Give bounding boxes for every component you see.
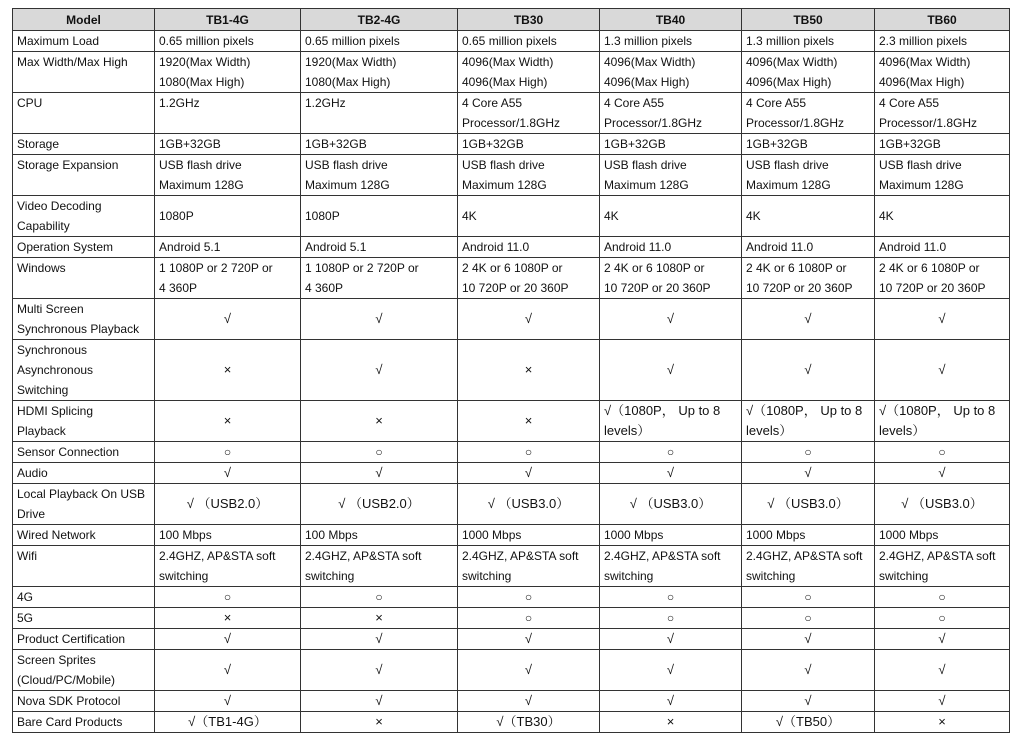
header-model: Model: [13, 9, 155, 31]
table-cell: 4096(Max Width) 4096(Max High): [600, 52, 742, 93]
check-mark-icon: √: [804, 311, 812, 326]
check-mark-icon: √: [938, 693, 946, 708]
table-cell: [600, 463, 742, 484]
table-cell: [155, 691, 301, 712]
check-mark-icon: √: [524, 465, 533, 480]
table-cell: [301, 340, 458, 401]
table-cell: √（1080P， Up to 8 levels）: [875, 401, 1010, 442]
table-row: [13, 258, 1010, 299]
table-row: [13, 608, 1010, 629]
table-row: [13, 691, 1010, 712]
circle-mark-icon: ○: [666, 445, 675, 459]
table-row: [13, 93, 1010, 134]
table-cell: [301, 712, 458, 733]
table-cell: [875, 712, 1010, 733]
row-label: 5G: [13, 608, 155, 629]
table-cell: 1GB+32GB: [742, 134, 875, 155]
table-cell: 1 1080P or 2 720P or 4 360P: [301, 258, 458, 299]
row-label: Wired Network: [13, 525, 155, 546]
header-tb2-4g: TB2-4G: [301, 9, 458, 31]
header-tb40: TB40: [600, 9, 742, 31]
table-cell: 1GB+32GB: [458, 134, 600, 155]
table-cell: 1080P: [301, 196, 458, 237]
check-mark-icon: √: [223, 693, 232, 708]
table-cell: [301, 299, 458, 340]
cross-mark-icon: ×: [524, 413, 533, 428]
row-label: Wifi: [13, 546, 155, 587]
table-cell: Android 5.1: [301, 237, 458, 258]
row-label: Synchronous Asynchronous Switching: [13, 340, 155, 401]
table-cell: √（TB30）: [458, 712, 600, 733]
table-cell: [155, 650, 301, 691]
table-cell: [458, 442, 600, 463]
table-cell: 1.3 million pixels: [600, 31, 742, 52]
check-mark-icon: √: [524, 662, 533, 677]
table-cell: Android 11.0: [458, 237, 600, 258]
check-mark-icon: √: [804, 631, 812, 646]
table-cell: USB flash drive Maximum 128G: [155, 155, 301, 196]
table-cell: 4096(Max Width) 4096(Max High): [875, 52, 1010, 93]
table-cell: [875, 629, 1010, 650]
row-label: Nova SDK Protocol: [13, 691, 155, 712]
table-cell: [742, 691, 875, 712]
table-cell: [458, 587, 600, 608]
table-cell: [600, 587, 742, 608]
check-mark-icon: √: [223, 662, 232, 677]
row-label: Product Certification: [13, 629, 155, 650]
table-cell: [458, 463, 600, 484]
table-cell: 4 Core A55 Processor/1.8GHz: [458, 93, 600, 134]
cross-mark-icon: ×: [666, 714, 675, 729]
row-label: Windows: [13, 258, 155, 299]
table-cell: [600, 650, 742, 691]
table-cell: [458, 608, 600, 629]
table-cell: 2 4K or 6 1080P or 10 720P or 20 360P: [742, 258, 875, 299]
circle-mark-icon: ○: [375, 445, 383, 459]
table-cell: 0.65 million pixels: [458, 31, 600, 52]
table-cell: [742, 463, 875, 484]
table-cell: 1GB+32GB: [875, 134, 1010, 155]
table-cell: [301, 629, 458, 650]
row-label: Storage: [13, 134, 155, 155]
circle-mark-icon: ○: [223, 590, 232, 604]
table-cell: √ （USB2.0）: [301, 484, 458, 525]
table-cell: 4K: [742, 196, 875, 237]
header-tb30: TB30: [458, 9, 600, 31]
table-cell: USB flash drive Maximum 128G: [301, 155, 458, 196]
table-cell: 4096(Max Width) 4096(Max High): [742, 52, 875, 93]
table-cell: 1GB+32GB: [600, 134, 742, 155]
table-cell: √（TB50）: [742, 712, 875, 733]
check-mark-icon: √: [938, 311, 946, 326]
table-cell: 0.65 million pixels: [301, 31, 458, 52]
cross-mark-icon: ×: [375, 610, 383, 625]
table-cell: 2.4GHZ, AP&STA soft switching: [301, 546, 458, 587]
table-cell: 1GB+32GB: [301, 134, 458, 155]
table-cell: [600, 691, 742, 712]
table-cell: 4 Core A55 Processor/1.8GHz: [875, 93, 1010, 134]
check-mark-icon: √: [375, 662, 383, 677]
check-mark-icon: √: [938, 631, 946, 646]
table-row: [13, 340, 1010, 401]
table-cell: √（TB1-4G）: [155, 712, 301, 733]
check-mark-icon: √: [223, 311, 232, 326]
row-label: Storage Expansion: [13, 155, 155, 196]
table-cell: 2 4K or 6 1080P or 10 720P or 20 360P: [600, 258, 742, 299]
cross-mark-icon: ×: [938, 714, 946, 729]
circle-mark-icon: ○: [524, 611, 533, 625]
table-cell: 100 Mbps: [301, 525, 458, 546]
table-cell: 1920(Max Width) 1080(Max High): [301, 52, 458, 93]
table-cell: √ （USB3.0）: [458, 484, 600, 525]
table-cell: [600, 712, 742, 733]
table-cell: [742, 340, 875, 401]
table-cell: 4096(Max Width) 4096(Max High): [458, 52, 600, 93]
table-cell: 2.4GHZ, AP&STA soft switching: [458, 546, 600, 587]
table-cell: [458, 299, 600, 340]
table-cell: [155, 340, 301, 401]
table-cell: [155, 299, 301, 340]
table-row: [13, 712, 1010, 733]
table-cell: [875, 608, 1010, 629]
table-cell: Android 5.1: [155, 237, 301, 258]
table-cell: [742, 608, 875, 629]
circle-mark-icon: ○: [804, 590, 812, 604]
table-cell: [875, 442, 1010, 463]
table-row: [13, 587, 1010, 608]
header-tb50: TB50: [742, 9, 875, 31]
table-cell: [155, 587, 301, 608]
cross-mark-icon: ×: [375, 714, 383, 729]
check-mark-icon: √: [938, 662, 946, 677]
row-label: Operation System: [13, 237, 155, 258]
table-cell: 1000 Mbps: [458, 525, 600, 546]
table-row: [13, 196, 1010, 237]
table-cell: √ （USB2.0）: [155, 484, 301, 525]
circle-mark-icon: ○: [524, 590, 533, 604]
table-row: [13, 31, 1010, 52]
table-cell: 1920(Max Width) 1080(Max High): [155, 52, 301, 93]
table-cell: 2.3 million pixels: [875, 31, 1010, 52]
cross-mark-icon: ×: [524, 362, 533, 377]
table-cell: 4K: [458, 196, 600, 237]
table-cell: [301, 608, 458, 629]
table-cell: [301, 401, 458, 442]
circle-mark-icon: ○: [804, 611, 812, 625]
table-cell: √（1080P， Up to 8 levels）: [600, 401, 742, 442]
table-cell: [600, 608, 742, 629]
check-mark-icon: √: [804, 362, 812, 377]
table-cell: [600, 340, 742, 401]
table-cell: [875, 691, 1010, 712]
table-cell: 2 4K or 6 1080P or 10 720P or 20 360P: [458, 258, 600, 299]
table-cell: 100 Mbps: [155, 525, 301, 546]
header-tb1-4g: TB1-4G: [155, 9, 301, 31]
table-cell: 1.3 million pixels: [742, 31, 875, 52]
circle-mark-icon: ○: [666, 590, 675, 604]
row-label: Sensor Connection: [13, 442, 155, 463]
table-cell: [742, 442, 875, 463]
check-mark-icon: √: [223, 465, 232, 480]
check-mark-icon: √: [804, 465, 812, 480]
circle-mark-icon: ○: [938, 611, 946, 625]
table-cell: USB flash drive Maximum 128G: [742, 155, 875, 196]
table-cell: [875, 650, 1010, 691]
table-cell: [875, 463, 1010, 484]
table-cell: [742, 650, 875, 691]
table-cell: USB flash drive Maximum 128G: [600, 155, 742, 196]
check-mark-icon: √: [666, 693, 675, 708]
table-cell: Android 11.0: [600, 237, 742, 258]
table-cell: 1000 Mbps: [742, 525, 875, 546]
table-row: [13, 546, 1010, 587]
table-cell: [301, 650, 458, 691]
table-cell: 4 Core A55 Processor/1.8GHz: [600, 93, 742, 134]
table-row: [13, 52, 1010, 93]
table-cell: USB flash drive Maximum 128G: [875, 155, 1010, 196]
table-cell: Android 11.0: [742, 237, 875, 258]
circle-mark-icon: ○: [938, 445, 946, 459]
table-cell: [155, 463, 301, 484]
table-cell: [301, 463, 458, 484]
table-cell: 1000 Mbps: [600, 525, 742, 546]
row-label: Video Decoding Capability: [13, 196, 155, 237]
row-label: Multi Screen Synchronous Playback: [13, 299, 155, 340]
table-cell: [155, 401, 301, 442]
table-cell: √ （USB3.0）: [742, 484, 875, 525]
circle-mark-icon: ○: [666, 611, 675, 625]
check-mark-icon: √: [524, 631, 533, 646]
table-cell: [458, 401, 600, 442]
table-cell: 1 1080P or 2 720P or 4 360P: [155, 258, 301, 299]
row-label: 4G: [13, 587, 155, 608]
check-mark-icon: √: [804, 693, 812, 708]
check-mark-icon: √: [375, 693, 383, 708]
table-cell: 4K: [600, 196, 742, 237]
table-row: [13, 650, 1010, 691]
table-cell: [742, 299, 875, 340]
table-cell: [600, 442, 742, 463]
table-row: [13, 442, 1010, 463]
table-cell: Android 11.0: [875, 237, 1010, 258]
table-cell: [458, 691, 600, 712]
check-mark-icon: √: [666, 631, 675, 646]
circle-mark-icon: ○: [375, 590, 383, 604]
table-cell: 1000 Mbps: [875, 525, 1010, 546]
row-label: Local Playback On USB Drive: [13, 484, 155, 525]
table-cell: √ （USB3.0）: [600, 484, 742, 525]
table-cell: 4 Core A55 Processor/1.8GHz: [742, 93, 875, 134]
row-label: Screen Sprites (Cloud/PC/Mobile): [13, 650, 155, 691]
table-cell: 2.4GHZ, AP&STA soft switching: [600, 546, 742, 587]
table-cell: [742, 587, 875, 608]
check-mark-icon: √: [938, 465, 946, 480]
table-cell: 1.2GHz: [155, 93, 301, 134]
circle-mark-icon: ○: [938, 590, 946, 604]
table-cell: [155, 608, 301, 629]
check-mark-icon: √: [375, 631, 383, 646]
table-cell: 2.4GHZ, AP&STA soft switching: [155, 546, 301, 587]
table-cell: √（1080P， Up to 8 levels）: [742, 401, 875, 442]
table-row: [13, 629, 1010, 650]
table-cell: 1.2GHz: [301, 93, 458, 134]
table-cell: [155, 442, 301, 463]
check-mark-icon: √: [524, 311, 533, 326]
table-cell: 2.4GHZ, AP&STA soft switching: [742, 546, 875, 587]
check-mark-icon: √: [524, 693, 533, 708]
table-row: [13, 484, 1010, 525]
row-label: Maximum Load: [13, 31, 155, 52]
check-mark-icon: √: [666, 465, 675, 480]
table-cell: 4K: [875, 196, 1010, 237]
table-body: [13, 31, 1010, 733]
check-mark-icon: √: [804, 662, 812, 677]
table-cell: [875, 299, 1010, 340]
check-mark-icon: √: [375, 311, 383, 326]
table-cell: [875, 587, 1010, 608]
check-mark-icon: √: [938, 362, 946, 377]
table-row: [13, 299, 1010, 340]
table-row: [13, 155, 1010, 196]
row-label: CPU: [13, 93, 155, 134]
table-cell: USB flash drive Maximum 128G: [458, 155, 600, 196]
table-row: [13, 134, 1010, 155]
row-label: HDMI Splicing Playback: [13, 401, 155, 442]
table-cell: 1080P: [155, 196, 301, 237]
circle-mark-icon: ○: [804, 445, 812, 459]
cross-mark-icon: ×: [375, 413, 383, 428]
cross-mark-icon: ×: [223, 362, 232, 377]
check-mark-icon: √: [223, 631, 232, 646]
check-mark-icon: √: [375, 465, 383, 480]
check-mark-icon: √: [375, 362, 383, 377]
table-cell: [600, 299, 742, 340]
header-tb60: TB60: [875, 9, 1010, 31]
table-cell: [301, 587, 458, 608]
row-label: Max Width/Max High: [13, 52, 155, 93]
table-cell: [600, 629, 742, 650]
table-cell: 2 4K or 6 1080P or 10 720P or 20 360P: [875, 258, 1010, 299]
circle-mark-icon: ○: [223, 445, 232, 459]
table-cell: [155, 629, 301, 650]
spec-comparison-table: [12, 8, 1010, 733]
table-row: [13, 237, 1010, 258]
table-cell: [301, 691, 458, 712]
table-row: [13, 463, 1010, 484]
check-mark-icon: √: [666, 362, 675, 377]
table-cell: 2.4GHZ, AP&STA soft switching: [875, 546, 1010, 587]
table-cell: 0.65 million pixels: [155, 31, 301, 52]
cross-mark-icon: ×: [223, 610, 232, 625]
table-cell: [458, 629, 600, 650]
check-mark-icon: √: [666, 662, 675, 677]
table-cell: [875, 340, 1010, 401]
header-row: [13, 9, 1010, 31]
table-cell: 1GB+32GB: [155, 134, 301, 155]
table-cell: [301, 442, 458, 463]
table-cell: [742, 629, 875, 650]
table-cell: [458, 650, 600, 691]
row-label: Bare Card Products: [13, 712, 155, 733]
table-cell: [458, 340, 600, 401]
check-mark-icon: √: [666, 311, 675, 326]
table-row: [13, 525, 1010, 546]
circle-mark-icon: ○: [524, 445, 533, 459]
row-label: Audio: [13, 463, 155, 484]
cross-mark-icon: ×: [223, 413, 232, 428]
table-cell: √ （USB3.0）: [875, 484, 1010, 525]
table-row: [13, 401, 1010, 442]
